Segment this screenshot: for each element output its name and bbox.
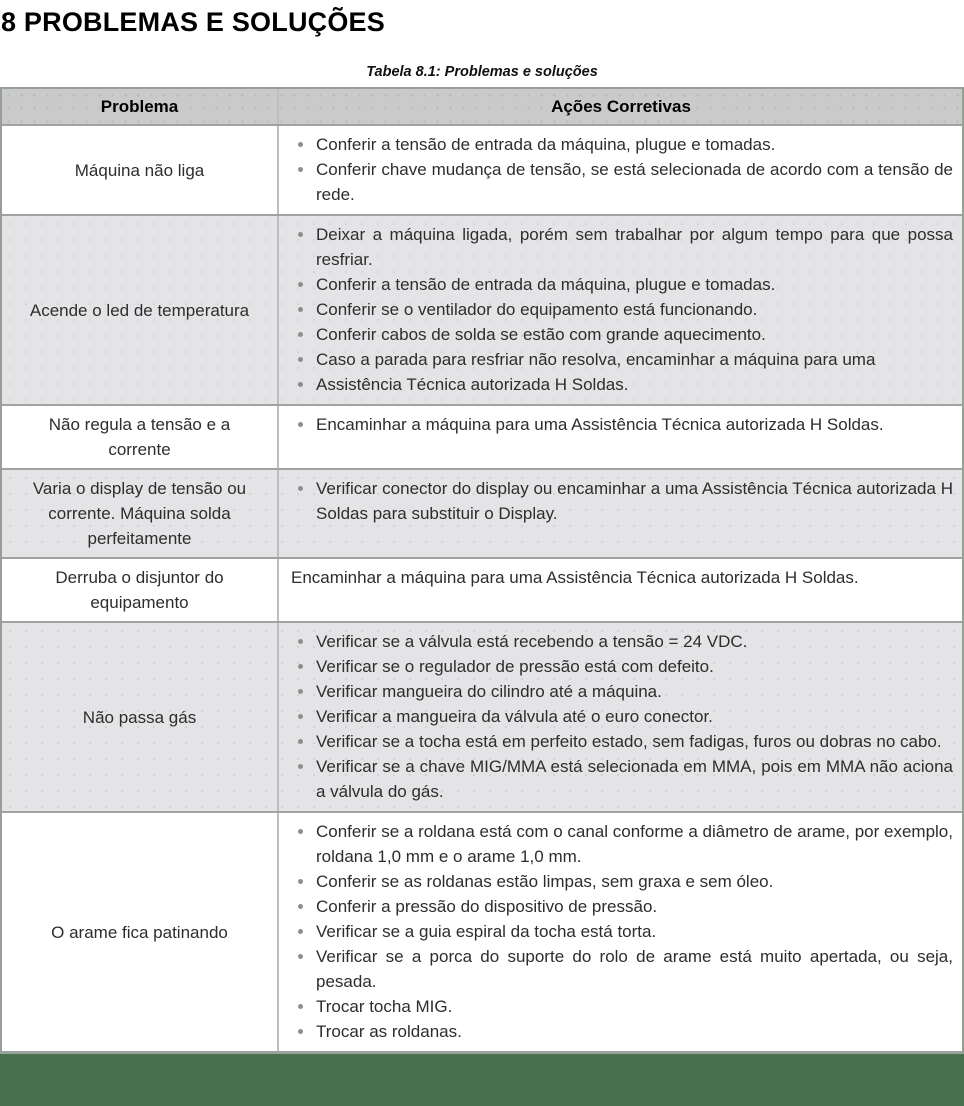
column-header-acoes-corretivas: Ações Corretivas bbox=[551, 97, 691, 116]
actions-cell bbox=[279, 216, 962, 404]
action-item bbox=[289, 754, 953, 804]
action-item bbox=[289, 412, 953, 437]
problem-cell: Derruba o disjuntor do equipamento bbox=[2, 559, 279, 621]
bullet-icon bbox=[298, 739, 303, 744]
action-text: Conferir chave mudança de tensão, se está selecionada de acordo com a tensão de rede. bbox=[316, 160, 953, 204]
bullet-icon bbox=[298, 904, 303, 909]
action-text: Conferir a pressão do dispositivo de pressão. bbox=[316, 897, 658, 916]
bullet-icon bbox=[298, 929, 303, 934]
actions-cell bbox=[279, 623, 962, 811]
bullet-icon bbox=[298, 422, 303, 427]
actions-cell bbox=[279, 559, 962, 621]
action-item bbox=[289, 869, 953, 894]
action-text: Verificar se a porca do suporte do rolo de arame está muito apertada, ou seja, pesada. bbox=[316, 947, 953, 991]
action-text: Conferir a tensão de entrada da máquina, plugue e tomadas. bbox=[316, 135, 776, 154]
bullet-icon bbox=[298, 167, 303, 172]
table-row bbox=[2, 557, 962, 621]
action-text: Assistência Técnica autorizada H Soldas. bbox=[316, 375, 629, 394]
action-text: Verificar conector do display ou encaminhar a uma Assistência Técnica autorizada H Soldas para substituir o Display. bbox=[316, 479, 953, 523]
action-item bbox=[289, 679, 953, 704]
action-text: Conferir a tensão de entrada da máquina, plugue e tomadas. bbox=[316, 275, 776, 294]
action-text: Trocar as roldanas. bbox=[316, 1022, 462, 1041]
table-row bbox=[2, 214, 962, 404]
bullet-icon bbox=[298, 714, 303, 719]
bullet-icon bbox=[298, 332, 303, 337]
column-header-problema: Problema bbox=[2, 89, 279, 124]
action-item bbox=[289, 372, 953, 397]
page-title: 8 PROBLEMAS E SOLUÇÕES bbox=[1, 7, 385, 37]
action-text: Deixar a máquina ligada, porém sem trabalhar por algum tempo para que possa resfriar. bbox=[316, 225, 953, 269]
action-text: Conferir se o ventilador do equipamento está funcionando. bbox=[316, 300, 758, 319]
action-item bbox=[289, 819, 953, 869]
table-row bbox=[2, 811, 962, 1051]
bullet-icon bbox=[298, 307, 303, 312]
action-text: Verificar a mangueira da válvula até o euro conector. bbox=[316, 707, 713, 726]
table-row bbox=[2, 468, 962, 557]
table-row bbox=[2, 404, 962, 468]
action-text: Conferir cabos de solda se estão com grande aquecimento. bbox=[316, 325, 766, 344]
action-item bbox=[289, 994, 953, 1019]
bullet-icon bbox=[298, 829, 303, 834]
table-caption: Tabela 8.1: Problemas e soluções bbox=[366, 64, 598, 80]
bullet-icon bbox=[298, 879, 303, 884]
problem-cell: Máquina não liga bbox=[2, 126, 279, 214]
problem-cell: Não passa gás bbox=[2, 623, 279, 811]
bullet-icon bbox=[298, 1004, 303, 1009]
action-text: Verificar se a guia espiral da tocha está torta. bbox=[316, 922, 657, 941]
actions-cell bbox=[279, 470, 962, 557]
action-item bbox=[289, 476, 953, 526]
action-text: Verificar se a tocha está em perfeito estado, sem fadigas, furos ou dobras no cabo. bbox=[316, 732, 942, 751]
action-text: Conferir se as roldanas estão limpas, sem graxa e sem óleo. bbox=[316, 872, 774, 891]
bullet-icon bbox=[298, 664, 303, 669]
bullet-icon bbox=[298, 1029, 303, 1034]
table-header-row bbox=[2, 89, 962, 124]
table-row bbox=[2, 621, 962, 811]
action-text: Encaminhar a máquina para uma Assistência Técnica autorizada H Soldas. bbox=[291, 568, 859, 587]
action-text: Verificar mangueira do cilindro até a máquina. bbox=[316, 682, 662, 701]
action-item bbox=[289, 729, 953, 754]
action-item bbox=[289, 894, 953, 919]
action-item bbox=[289, 222, 953, 272]
table-row bbox=[2, 124, 962, 214]
action-item bbox=[289, 272, 953, 297]
problem-cell: Acende o led de temperatura bbox=[2, 216, 279, 404]
actions-cell bbox=[279, 406, 962, 468]
bullet-icon bbox=[298, 282, 303, 287]
action-item bbox=[289, 322, 953, 347]
table-body bbox=[2, 124, 962, 1051]
problem-cell: O arame fica patinando bbox=[2, 813, 279, 1051]
action-text: Verificar se o regulador de pressão está com defeito. bbox=[316, 657, 714, 676]
bullet-icon bbox=[298, 639, 303, 644]
action-item bbox=[289, 297, 953, 322]
problem-cell: Varia o display de tensão ou corrente. Máquina solda perfeitamente bbox=[2, 470, 279, 557]
bullet-icon bbox=[298, 357, 303, 362]
action-text: Verificar se a chave MIG/MMA está selecionada em MMA, pois em MMA não aciona a válvula do gás. bbox=[316, 757, 953, 801]
action-item bbox=[289, 132, 953, 157]
bullet-icon bbox=[298, 764, 303, 769]
bullet-icon bbox=[298, 142, 303, 147]
action-item bbox=[289, 654, 953, 679]
action-text: Trocar tocha MIG. bbox=[316, 997, 453, 1016]
bullet-icon bbox=[298, 486, 303, 491]
action-text: Encaminhar a máquina para uma Assistência Técnica autorizada H Soldas. bbox=[316, 415, 884, 434]
action-item bbox=[289, 157, 953, 207]
problems-table bbox=[0, 87, 964, 1054]
actions-cell bbox=[279, 126, 962, 214]
problem-cell: Não regula a tensão e a corrente bbox=[2, 406, 279, 468]
action-item bbox=[289, 944, 953, 994]
bullet-icon bbox=[298, 382, 303, 387]
action-item bbox=[289, 919, 953, 944]
bullet-icon bbox=[298, 232, 303, 237]
action-item bbox=[289, 704, 953, 729]
action-item bbox=[289, 629, 953, 654]
action-item bbox=[289, 347, 953, 372]
actions-cell bbox=[279, 813, 962, 1051]
action-text: Caso a parada para resfriar não resolva, encaminhar a máquina para uma bbox=[316, 350, 876, 369]
action-item bbox=[289, 1019, 953, 1044]
bullet-icon bbox=[298, 954, 303, 959]
action-text: Conferir se a roldana está com o canal conforme a diâmetro de arame, por exemplo, roldana 1,0 mm e o arame 1,0 mm. bbox=[316, 822, 953, 866]
action-text: Verificar se a válvula está recebendo a tensão = 24 VDC. bbox=[316, 632, 748, 651]
bullet-icon bbox=[298, 689, 303, 694]
